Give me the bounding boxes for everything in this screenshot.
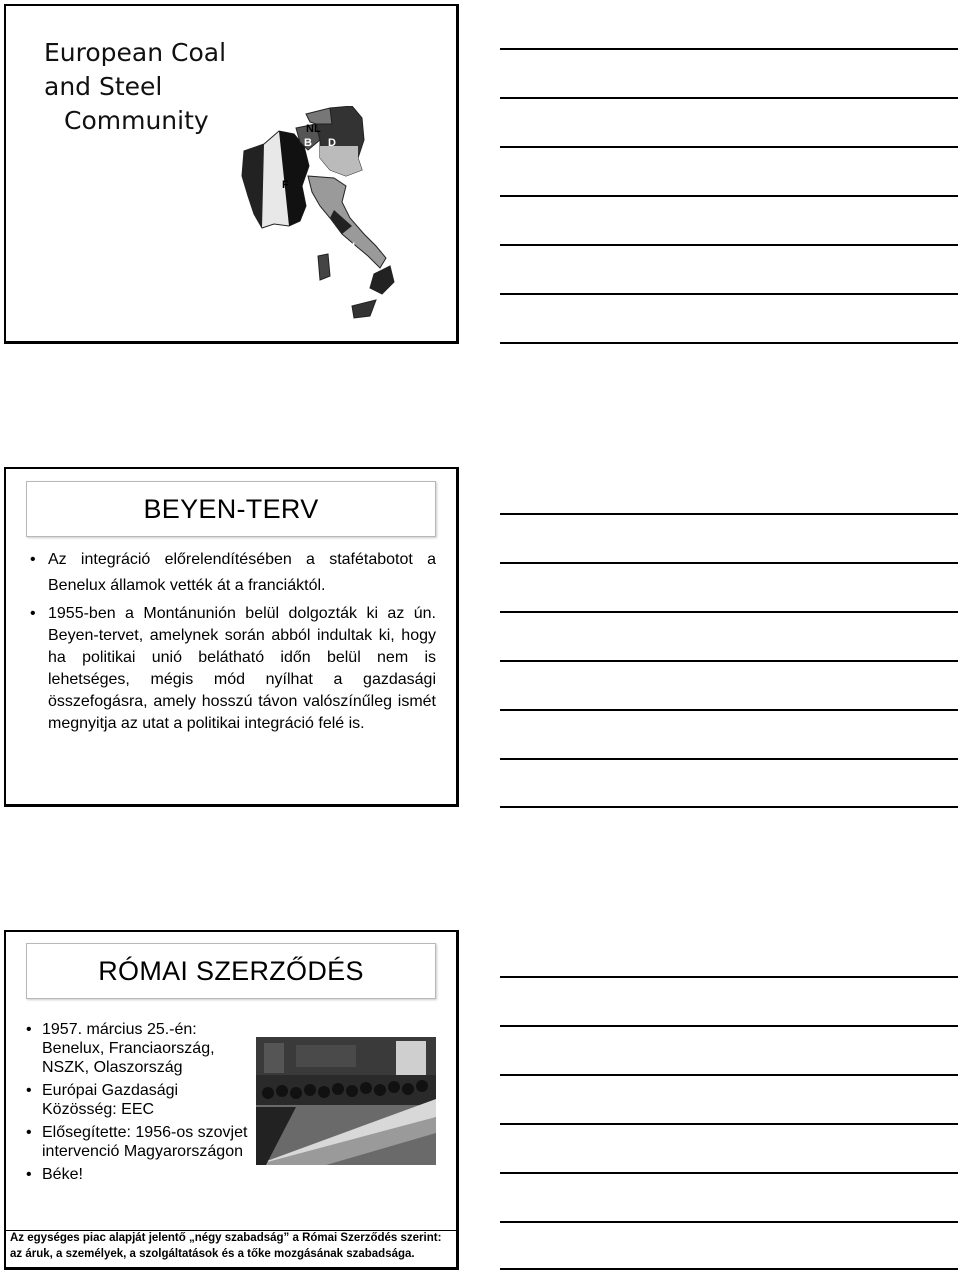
ecsc-member-map <box>234 106 444 336</box>
list-item: • Európai Gazdasági Közösség: EEC <box>26 1082 179 1118</box>
slide-title-box <box>26 481 436 537</box>
list-item: • 1955-ben a Montánunión belül dolgozták ki az ún. Beyen-tervet, amelynek során abból indultak ki, hogy ha politikai unió belátható időn belül nem is lehetséges, mégis mód nyílhat a gazdasági összefogásra, amely hosszú távon valószínűleg ismét megnyitja az utat a politikai integráció felé is. <box>30 605 436 732</box>
slide-title: RÓMAI SZERZŐDÉS <box>98 955 364 986</box>
slide-beyen-plan <box>4 467 459 807</box>
list-item: • Béke! <box>26 1166 83 1183</box>
list-item: • 1957. március 25.-én: Benelux, Franciaország, NSZK, Olaszország <box>26 1021 215 1076</box>
map-label-d: D <box>328 137 336 149</box>
map-label-nl: NL <box>306 123 321 135</box>
slide-ecsc <box>4 4 459 344</box>
slide-title: European Coal and Steel Community <box>44 38 227 135</box>
four-freedoms-note: Az egységes piac alapját jelentő „négy szabadság” a Római Szerződés szerint: az áruk, a személyek, a szolgáltatások és a tőke mozgásának szabadsága. <box>6 1230 456 1262</box>
list-item: • Az integráció előrelendítésében a stafétabotot a Benelux államok vették át a franciáktól. <box>30 551 436 594</box>
bullet-list <box>26 1020 256 1188</box>
map-label-b: B <box>304 137 312 149</box>
slide-treaty-of-rome <box>4 930 459 1270</box>
map-label-f: F <box>282 179 289 191</box>
slide-title: BEYEN-TERV <box>143 493 319 524</box>
slide-title-box <box>26 943 436 999</box>
signing-ceremony-photo <box>256 1037 436 1165</box>
bullet-list <box>30 547 436 739</box>
list-item: • Elősegítette: 1956-os szovjet intervenció Magyarországon <box>26 1124 248 1160</box>
map-label-i: I <box>352 241 356 253</box>
